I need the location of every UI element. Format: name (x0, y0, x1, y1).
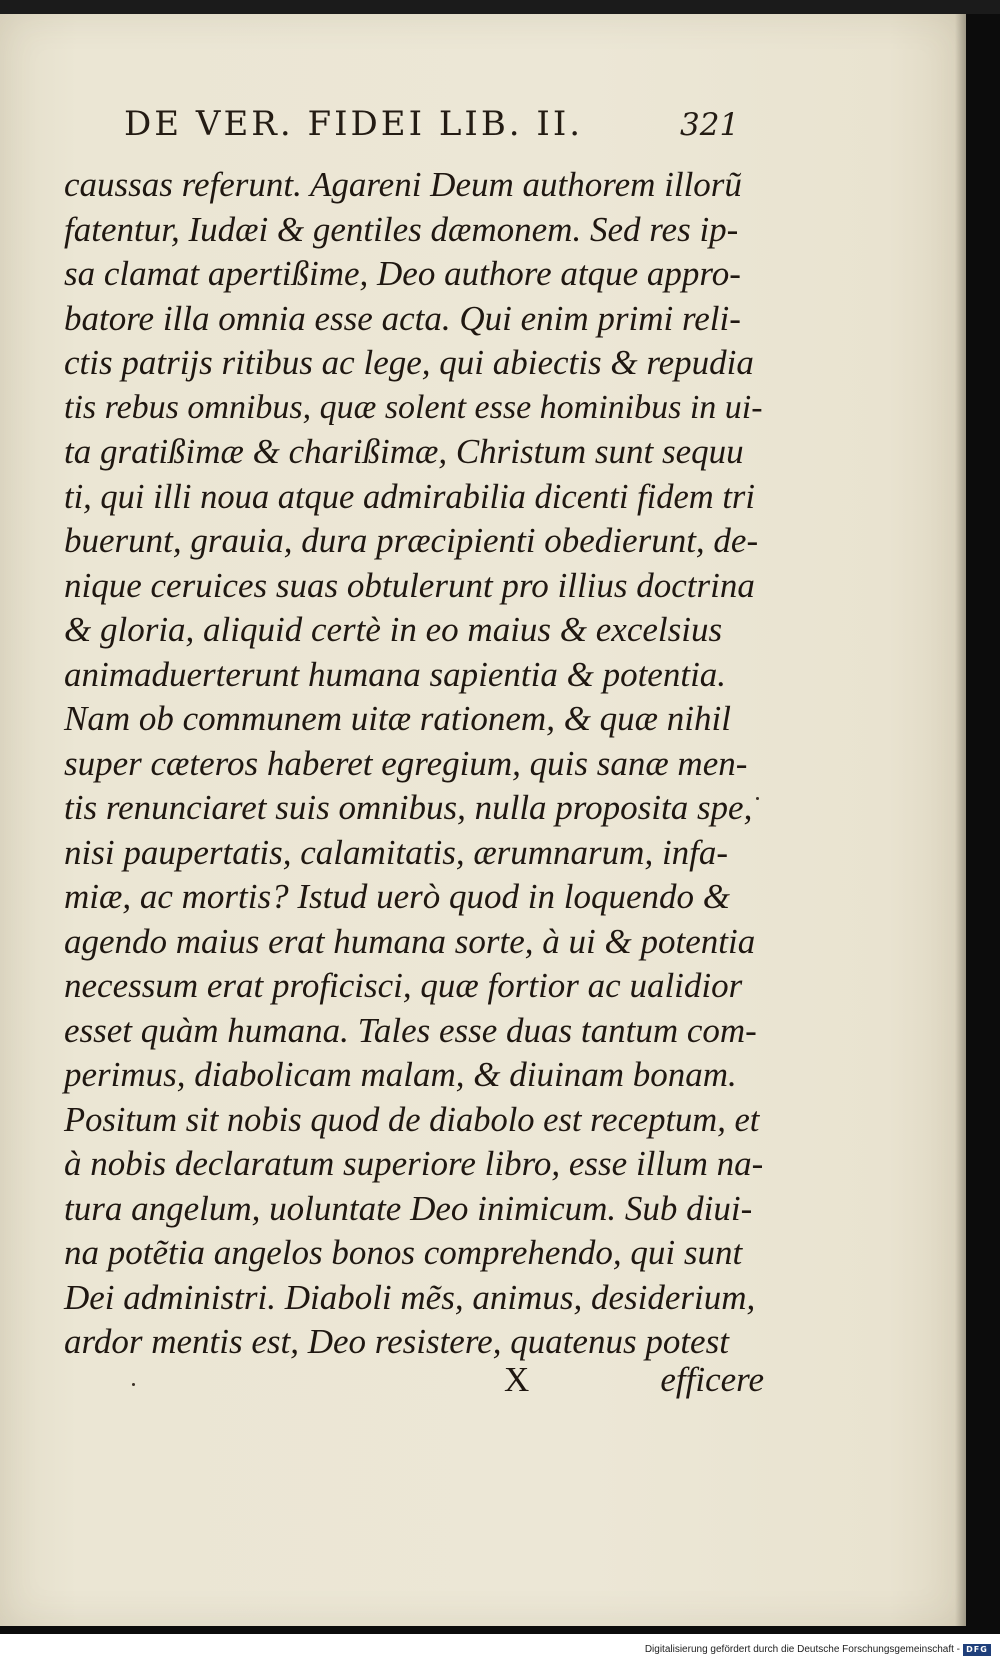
text-line: agendo maius erat humana sorte, à ui & potentia (64, 921, 756, 961)
catchword-row (64, 1360, 764, 1408)
text-line: fatentur, Iudæi & gentiles dæmonem. Sed res ip- (64, 209, 739, 249)
signature-mark: X (504, 1360, 530, 1399)
text-line: esset quàm humana. Tales esse duas tantum com- (64, 1010, 757, 1050)
catchword: efficere (660, 1360, 764, 1399)
text-line: super cæteros haberet egregium, quis sanæ men- (64, 743, 748, 783)
text-line: batore illa omnia esse acta. Qui enim primi reli- (64, 298, 741, 338)
text-line: caussas referunt. Agareni Deum authorem illorũ (64, 165, 742, 204)
text-line: tura angelum, uoluntate Deo inimicum. Sub diui- (64, 1188, 753, 1228)
text-line: ardor mentis est, Deo resistere, quatenus potest (64, 1322, 729, 1361)
page-number: 321 (680, 107, 740, 143)
text-line: tis renunciaret suis omnibus, nulla proposita spe, (64, 788, 753, 827)
text-line: buerunt, grauia, dura præcipienti obedierunt, de- (64, 521, 759, 560)
text-line: miæ, ac mortis? Istud uerò quod in loquendo & (64, 877, 730, 916)
digitization-credit: Digitalisierung gefördert durch die Deutsche Forschungsgemeinschaft - (644, 1644, 960, 1655)
text-line: tis rebus omnibus, quæ solent esse hominibus in ui- (64, 388, 763, 426)
body-text (64, 163, 764, 1393)
text-line: à nobis declaratum superiore libro, esse illum na- (64, 1144, 764, 1183)
ink-speck (756, 797, 759, 800)
text-line: animaduerterunt humana sapientia & potentia. (64, 654, 727, 694)
text-line: nique ceruices suas obtulerunt pro illius doctrina (64, 565, 755, 605)
text-line: na potẽtia angelos bonos comprehendo, qui sunt (64, 1233, 743, 1272)
text-line: Dei administri. Diaboli mẽs, animus, desiderium, (64, 1277, 756, 1317)
ink-speck (132, 1383, 135, 1386)
text-line: ta gratißimæ & charißimæ, Christum sunt sequu (64, 432, 744, 471)
running-head: DE VER. FIDEI LIB. II. (124, 104, 584, 144)
text-line: perimus, diabolicam malam, & diuinam bonam. (64, 1055, 737, 1094)
text-line: Nam ob communem uitæ rationem, & quæ nihil (64, 699, 731, 738)
scan-top-edge (0, 0, 1000, 14)
text-line: sa clamat apertißime, Deo authore atque appro- (64, 254, 741, 293)
text-line: ti, qui illi noua atque admirabilia dicenti fidem tri (64, 477, 755, 516)
dfg-logo: DFG (963, 1644, 991, 1656)
text-line: Positum sit nobis quod de diabolo est receptum, et (64, 1100, 760, 1139)
text-line: ctis patrijs ritibus ac lege, qui abiectis & repudia (64, 343, 754, 382)
text-line: necessum erat proficisci, quæ fortior ac ualidior (64, 966, 743, 1005)
page-edge-shadow (955, 14, 966, 1626)
text-line: nisi paupertatis, calamitatis, ærumnarum, infa- (64, 832, 729, 872)
text-line: & gloria, aliquid certè in eo maius & excelsius (64, 610, 723, 649)
